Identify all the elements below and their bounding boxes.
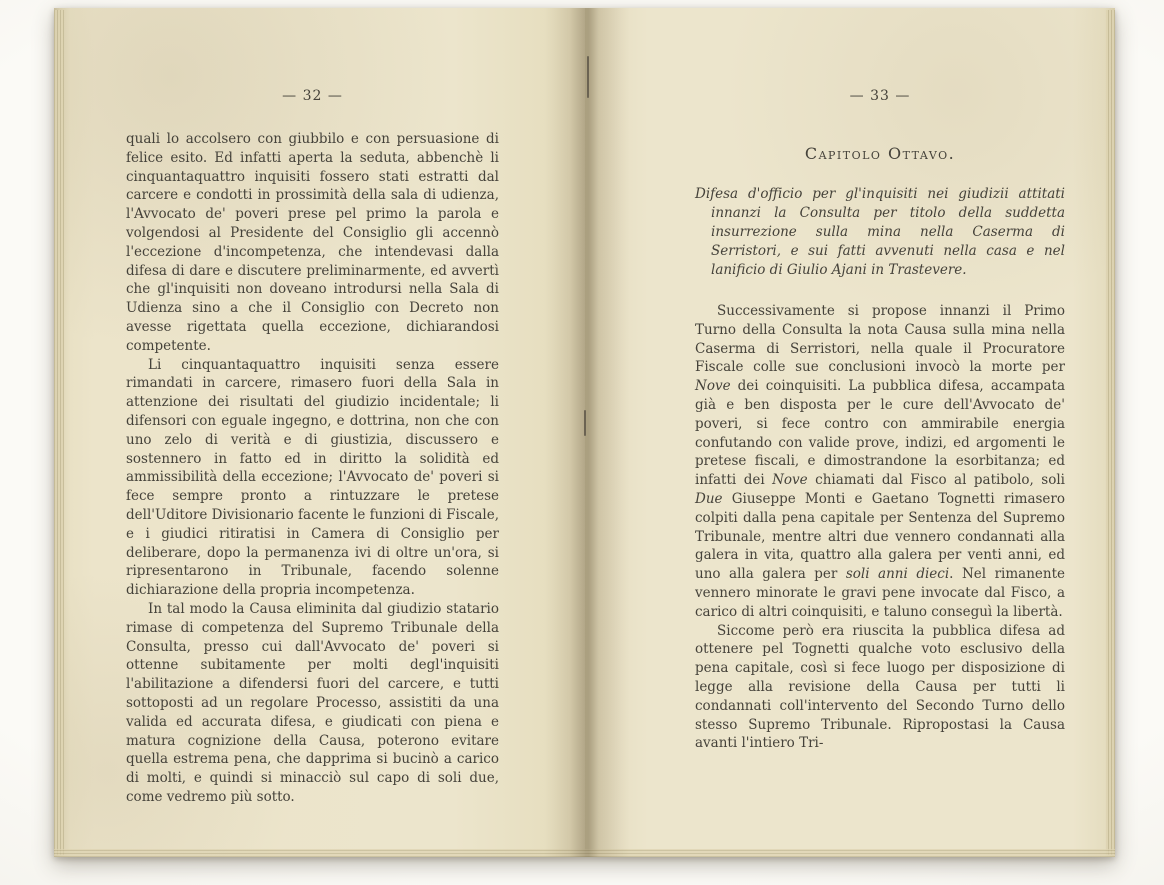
italic-text-run: Nove: [695, 378, 731, 395]
book-page-left: [54, 8, 585, 857]
text-run: chiamati dal Fisco al patibolo, soli: [807, 472, 1065, 489]
chapter-summary: [695, 185, 1065, 280]
page-edge-stack-right: [1106, 10, 1115, 855]
page-edge-stack-bottom-left: [54, 849, 585, 857]
text-run: Successivamente si propose innanzi il Primo Turno della Consulta la nota Causa sulla mina nella Caserma di Serristori, nella quale il Procuratore Fiscale colle sue conclusioni invocò la morte per: [695, 303, 1065, 376]
open-book: [54, 8, 1115, 857]
page-32-text: [126, 130, 499, 807]
chapter-heading: Capitolo Ottavo.: [804, 144, 956, 163]
italic-text-run: Difesa d'officio per gl'inquisiti nei giudizii attitati innanzi la Consulta per titolo della suddetta insurrezione sulla mina nella Caserma di Serristori, e sui fatti avvenuti nella casa e nel lanificio di Giulio Ajani in Trastevere.: [695, 186, 1065, 278]
text-run: In tal modo la Causa eliminita dal giudizio statario rimase di competenza del Supremo Tribunale della Consulta, presso cui dall'Avvocato de' poveri si ottenne subitamente per molti degl'inquisiti l'abilitazione a difendersi fuori del carcere, e tutti sottoposti ad un regolare Processo, assistiti da una valida ed accurata difesa, e giudicati con piena e matura cognizione della Causa, poterono evitare quella estrema pena, che dapprima si bucinò a carico di molti, e quindi si minacciò sul capo di soli due, come vedremo più sotto.: [126, 600, 499, 805]
text-run: quali lo accolsero con giubbilo e con persuasione di felice esito. Ed infatti aperta la seduta, abbenchè li cinquantaquattro inquisiti fossero stati estratti dal carcere e condotti in prossimità della sala di udienza, l'Avvocato de' poveri prese pel primo la parola e volgendosi al Presidente del Consiglio gli accennò l'eccezione d'incompetenza, che intendevasi dalla difesa di dare e discutere preliminarmente, ed avvertì che gl'inquisiti non doveano introdursi nella Sala di Udienza sino a che il Consiglio con Decreto non avesse rigettata quella eccezione, dichiarandosi competente.: [126, 131, 499, 354]
page-32-content: [126, 88, 499, 807]
italic-text-run: Nove: [772, 472, 808, 489]
paragraph: [126, 130, 499, 356]
italic-text-run: soli anni dieci: [845, 566, 950, 583]
text-run: . Nel rimanente vennero minorate le gravi pene invocate dal Fisco, a carico di altri coinquisiti, e taluno conseguì la libertà.: [695, 566, 1065, 620]
paragraph: [126, 600, 499, 807]
page-number-left: — 32 —: [282, 88, 343, 104]
text-run: dei coinquisiti. La pubblica difesa, accampata già e ben disposta per le cure dell'Avvocato de' poveri, si fece contro con ammirabile energia confutando con valide prove, indizi, ed argomenti le pretese fiscali, e dimostrandone la esorbitanza; ed infatti dei: [695, 378, 1065, 489]
paragraph: [126, 356, 499, 600]
paragraph: [695, 622, 1065, 754]
page-edge-stack-bottom-right: [585, 849, 1115, 857]
text-run: Li cinquantaquattro inquisiti senza essere rimandati in carcere, rimasero fuori della Sala in attenzione dei risultati del giudizio incidentale; li difensori con eguale ingegno, e dottrina, non che con uno zelo di verità e di giustizia, discussero e sostennero in fatto ed in diritto la solidità ed ammissibilità della eccezione; l'Avvocato de' poveri si fece sempre pronto a rintuzzare le pretese dell'Uditore Divisionario facente le funzioni di Fiscale, e i giudici ritiratisi in Camera di Consiglio per deliberare, dopo la permanenza ivi di oltre un'ora, si ripresentarono in Tribunale, facendo solenne dichiarazione della propria incompetenza.: [126, 356, 499, 599]
italic-text-run: Due: [695, 490, 723, 507]
book-page-right: [585, 8, 1115, 857]
text-run: Giuseppe Monti e Gaetano Tognetti rimasero colpiti dalla pena capitale per Sentenza del Supremo Tribunale, mentre altri due vennero condannati alla galera in vita, quattro alla galera per venti anni, ed uno alla galera per: [695, 490, 1065, 583]
page-33-content: [695, 88, 1065, 753]
text-run: Siccome però era riuscita la pubblica difesa ad ottenere pel Tognetti qualche voto esclusivo della pena capitale, così si fece luogo per disposizione di legge alla revisione della Causa per tutti li condannati coll'intervento del Secondo Turno dello stesso Supremo Tribunale. Ripropostasi la Causa avanti l'intiero Tri-: [695, 622, 1065, 752]
page-number-right: — 33 —: [849, 88, 911, 104]
page-edge-stack-left: [54, 10, 64, 855]
page-33-text: [695, 302, 1065, 753]
paragraph: [695, 302, 1065, 622]
